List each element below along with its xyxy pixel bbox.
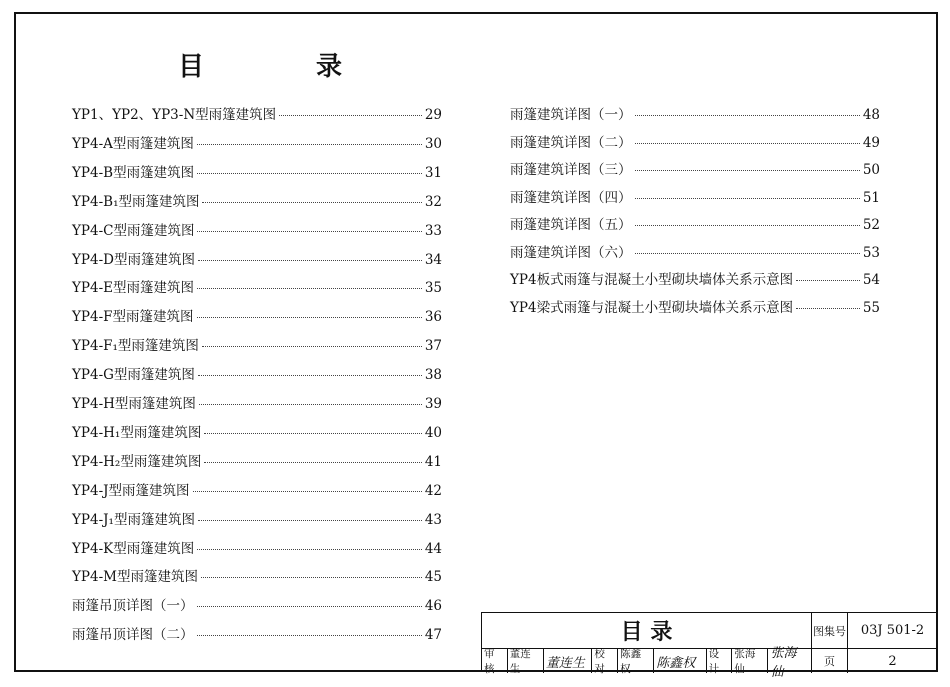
toc-entry-label: 雨篷建筑详图（六） (510, 244, 632, 261)
toc-entry-page: 30 (424, 135, 442, 152)
toc-entry-page: 32 (424, 193, 442, 210)
toc-entry (72, 508, 442, 528)
toc-entry-page: 37 (424, 338, 442, 355)
toc-entry-label: YP4-D型雨篷建筑图 (72, 251, 195, 268)
toc-entry (72, 363, 442, 383)
toc-entry (72, 103, 442, 123)
toc-entry-page: 40 (424, 424, 442, 441)
toc-entry-label: 雨篷建筑详图（四） (510, 189, 632, 206)
toc-entry (72, 623, 442, 643)
design-label: 设计 (707, 649, 733, 673)
toc-leader-dots (635, 170, 860, 171)
toc-entry (72, 421, 442, 441)
designer-name: 张海仙 (732, 649, 768, 673)
toc-entry (72, 305, 442, 325)
toc-entry-page: 34 (424, 251, 442, 268)
toc-leader-dots (198, 260, 422, 261)
toc-leader-dots (796, 308, 860, 309)
toc-entry-label: YP4-M型雨篷建筑图 (72, 569, 198, 586)
toc-entry-label: 雨篷吊顶详图（二） (72, 627, 194, 644)
toc-entry-label: 雨篷建筑详图（五） (510, 217, 632, 233)
toc-entry (72, 450, 442, 470)
toc-leader-dots (197, 231, 421, 232)
toc-entry (72, 248, 442, 268)
toc-entry (72, 132, 442, 152)
checker-signature: 陈鑫权 (654, 649, 706, 673)
toc-leader-dots (204, 433, 421, 434)
toc-entry-page: 45 (424, 569, 442, 586)
toc-entry-page: 50 (862, 162, 880, 178)
title-block (481, 612, 936, 680)
toc-entry (510, 241, 880, 261)
reviewer-signature: 董连生 (544, 649, 592, 673)
toc-entry (510, 213, 880, 233)
toc-entry-label: YP4-B₁型雨篷建筑图 (72, 193, 200, 210)
toc-entry-page: 55 (862, 299, 880, 316)
toc-entry-page: 54 (862, 272, 880, 288)
reviewer-name: 董连生 (508, 649, 544, 673)
review-label: 审核 (482, 649, 508, 673)
toc-leader-dots (197, 288, 422, 289)
toc-entry-label: YP4-H型雨篷建筑图 (72, 396, 196, 412)
toc-entry (510, 131, 880, 151)
toc-entry-page: 36 (424, 309, 442, 326)
toc-entry-page: 38 (424, 367, 442, 384)
toc-entry-page: 48 (862, 107, 880, 123)
toc-leader-dots (201, 577, 422, 578)
toc-entry (72, 219, 442, 239)
toc-leader-dots (635, 143, 860, 144)
atlas-number-label: 图集号 (812, 613, 848, 649)
toc-entry (72, 334, 442, 354)
toc-entry-page: 47 (424, 627, 442, 644)
toc-entry-label: 雨篷建筑详图（二） (510, 134, 632, 151)
toc-leader-dots (197, 173, 422, 174)
toc-leader-dots (635, 253, 860, 254)
page-label: 页 (812, 649, 848, 673)
toc-entry (72, 565, 442, 585)
toc-entry (72, 276, 442, 296)
toc-leader-dots (197, 144, 422, 145)
toc-entry-label: YP4-H₁型雨篷建筑图 (72, 424, 202, 441)
toc-leader-dots (198, 520, 422, 521)
toc-entry (72, 392, 442, 412)
toc-leader-dots (635, 115, 860, 116)
toc-entry-page: 31 (424, 164, 442, 181)
toc-entry-label: YP4-F型雨篷建筑图 (72, 309, 194, 326)
title-block-name: 目 录 (482, 613, 812, 649)
toc-entry-page: 29 (424, 107, 442, 123)
page-number: 2 (888, 653, 897, 669)
toc-leader-dots (197, 317, 422, 318)
toc-entry-label: YP4-B型雨篷建筑图 (72, 164, 195, 181)
toc-entry-label: 雨篷建筑详图（一） (510, 107, 632, 123)
signature-row (482, 646, 812, 680)
toc-entry-page: 46 (424, 598, 442, 615)
toc-entry-label: YP4-A型雨篷建筑图 (72, 135, 194, 152)
toc-entry-label: YP4梁式雨篷与混凝土小型砌块墙体关系示意图 (510, 299, 794, 316)
toc-entry-label: 雨篷建筑详图（三） (510, 162, 632, 178)
toc-leader-dots (197, 606, 422, 607)
toc-entry-label: YP4-H₂型雨篷建筑图 (72, 453, 202, 470)
toc-leader-dots (796, 280, 860, 281)
toc-entry-label: YP4-G型雨篷建筑图 (72, 367, 195, 384)
page-title-left: 目 (178, 52, 205, 82)
toc-entry (72, 594, 442, 614)
toc-entry-page: 35 (424, 280, 442, 297)
toc-entry (510, 186, 880, 206)
toc-entry-page: 41 (424, 453, 442, 470)
toc-entry (510, 296, 880, 316)
toc-entry-label: 雨篷吊顶详图（一） (72, 598, 194, 615)
toc-entry (72, 190, 442, 210)
toc-entry (72, 537, 442, 557)
toc-entry-page: 51 (862, 189, 880, 206)
toc-leader-dots (204, 462, 421, 463)
toc-leader-dots (199, 404, 422, 405)
toc-entry (72, 161, 442, 181)
page-title-right: 录 (316, 52, 343, 82)
toc-entry-label: YP4-J₁型雨篷建筑图 (72, 511, 195, 528)
toc-entry-page: 53 (862, 244, 880, 261)
atlas-number-value: 03J 501-2 (848, 613, 937, 649)
toc-leader-dots (202, 346, 422, 347)
toc-entry-label: YP1、YP2、YP3-N型雨篷建筑图 (72, 107, 277, 123)
checker-name: 陈鑫权 (618, 649, 654, 673)
toc-entry (72, 479, 442, 499)
toc-entry-label: YP4-J型雨篷建筑图 (72, 482, 190, 499)
toc-entry-page: 44 (424, 540, 442, 557)
toc-leader-dots (197, 635, 422, 636)
toc-entry-label: YP4-C型雨篷建筑图 (72, 222, 195, 239)
toc-entry-label: YP4-E型雨篷建筑图 (72, 280, 195, 297)
toc-entry-label: YP4板式雨篷与混凝土小型砌块墙体关系示意图 (510, 272, 794, 288)
toc-entry-page: 52 (862, 217, 880, 233)
toc-leader-dots (279, 115, 422, 116)
toc-entry (510, 103, 880, 123)
toc-entry (510, 158, 880, 178)
toc-leader-dots (202, 202, 421, 203)
toc-leader-dots (635, 198, 860, 199)
toc-leader-dots (198, 375, 422, 376)
toc-entry (510, 268, 880, 288)
toc-leader-dots (197, 549, 422, 550)
toc-leader-dots (635, 225, 860, 226)
toc-entry-label: YP4-F₁型雨篷建筑图 (72, 338, 199, 355)
toc-entry-page: 39 (424, 396, 442, 412)
toc-entry-page: 33 (424, 222, 442, 239)
toc-entry-label: YP4-K型雨篷建筑图 (72, 540, 195, 557)
designer-signature: 张海仙 (770, 646, 797, 680)
toc-entry-page: 42 (424, 482, 442, 499)
toc-entry-page: 49 (862, 134, 880, 151)
toc-entry-page: 43 (424, 511, 442, 528)
toc-leader-dots (193, 491, 422, 492)
check-label: 校对 (592, 649, 618, 673)
